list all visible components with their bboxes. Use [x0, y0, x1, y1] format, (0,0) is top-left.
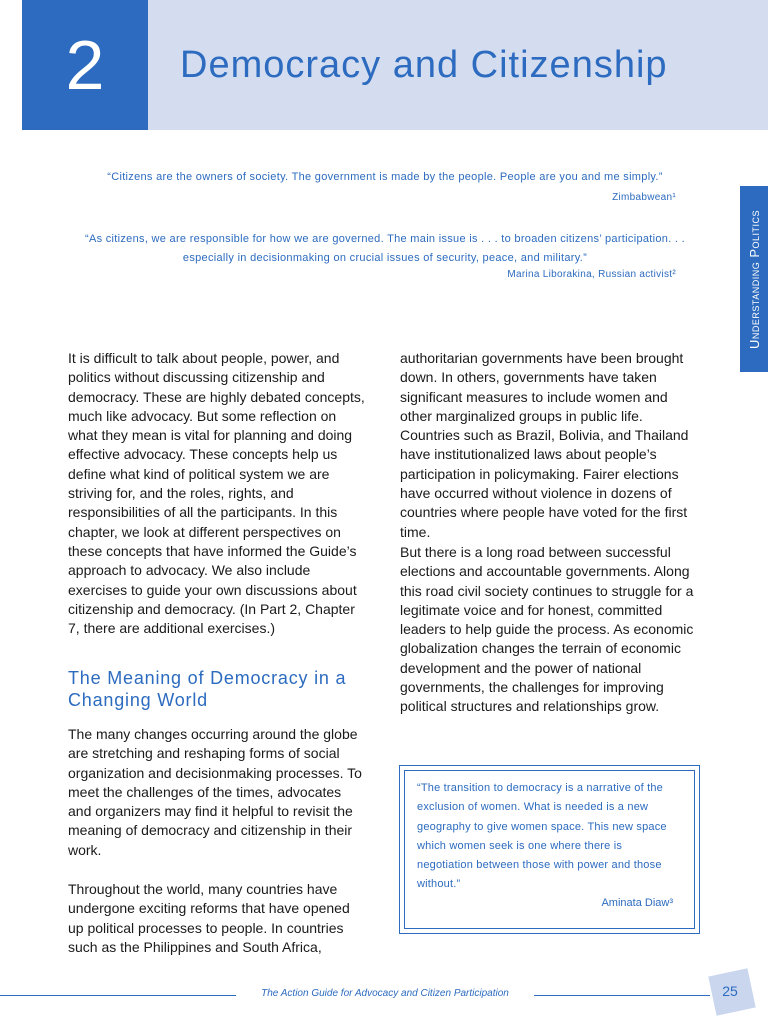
epigraph-quote-2: “As citizens, we are responsible for how we are governed. The main issue is . . . to broaden citizens’ participation. . . especially in decisionmaking on crucial issues of security, peace, and military.”: [84, 233, 686, 264]
footer-rule-right: [534, 995, 710, 996]
side-tab: [740, 186, 768, 372]
callout-quote: “The transition to democracy is a narrative of the exclusion of women. What is needed is a new geography to give women space. This new space which women seek is one where there is negotiation between those with power and those without.”: [417, 782, 667, 891]
epigraph-attribution-2: Marina Liborakina, Russian activist²: [507, 269, 676, 280]
callout-attribution: Aminata Diaw³: [601, 897, 673, 909]
callout-box: [399, 765, 700, 934]
side-tab-label: Understanding Politics: [746, 209, 762, 349]
epigraph-quote-1: “Citizens are the owners of society. The government is made by the people. People are you and me simply.”: [107, 171, 663, 183]
page-number: 25: [722, 983, 738, 999]
chapter-number: 2: [22, 0, 148, 130]
chapter-title: Democracy and Citizenship: [180, 44, 668, 86]
paragraph-text: It is difficult to talk about people, power, and politics without discussing citizenship and democracy. These are highly debated concepts, much like advocacy. But some reflection on what they mean is vital for planning and doing effective advocacy. These concepts help us define what kind of political system we are striving for, and the roles, rights, and responsibilities of all the participants. In this chapter, we look at different perspectives on these concepts that have informed the Guide’s approach to advocacy. We also include exercises to guide your own discussions about citizenship and democracy. (In Part 2, Chapter 7, there are additional exercises.): [68, 350, 365, 637]
body-paragraph-4: [400, 349, 700, 542]
body-paragraph-2: The many changes occurring around the globe are stretching and reshaping forms of social organization and decisionmaking processes. To meet the challenges of the times, advocates and organizers may find it helpful to revisit the meaning of democracy and citizenship in their work.: [68, 726, 362, 858]
section-heading: The Meaning of Democracy in a Changing World: [68, 668, 347, 710]
body-paragraph-5: But there is a long road between successful elections and accountable governments. Along this road civil society continues to struggle for a legitimate voice and for honest, committed leaders to help guide the process. As economic globalization changes the terrain of economic development and the power of national governments, the challenges for improving political structures and relationships grow.: [400, 544, 694, 715]
footer-rule-left: [0, 995, 236, 996]
epigraph-attribution-1: Zimbabwean¹: [612, 192, 676, 203]
body-paragraph-1: [68, 349, 368, 638]
footer-title: The Action Guide for Advocacy and Citizen Participation: [261, 988, 509, 999]
body-paragraph-3: Throughout the world, many countries have undergone exciting reforms that have opened up political processes to people. In countries such as the Philippines and South Africa,: [68, 881, 350, 955]
paragraph-text: authoritarian governments have been brought down. In others, governments have taken significant measures to include women and other marginalized groups in public life. Countries such as Brazil, Bolivia, and Thailand have institutionalized laws about people’s participation in policymaking. Fairer elections have occurred without violence in dozens of countries where people have voted for the first time.: [400, 350, 689, 540]
